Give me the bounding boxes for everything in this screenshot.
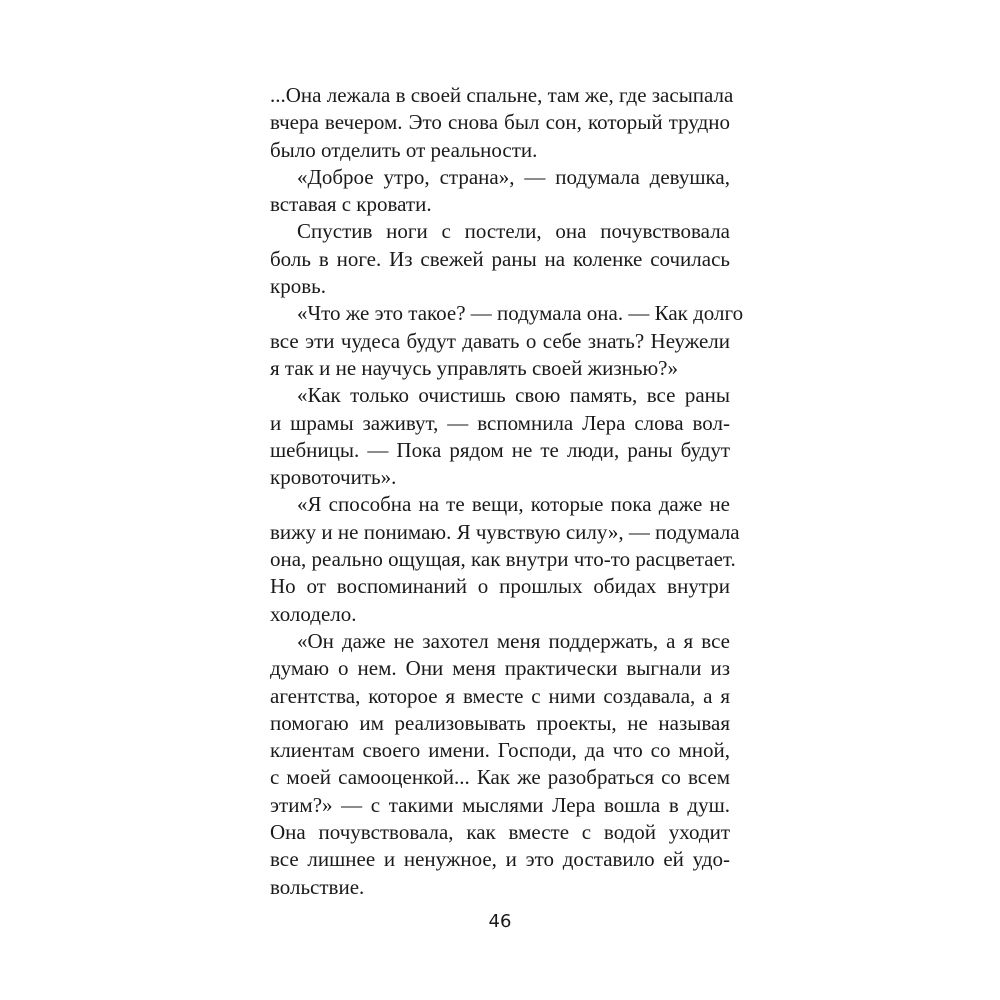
text-line: она, реально ощущая, как внутри что-то расцветает. [270, 547, 736, 572]
page-number: 46 [488, 911, 512, 932]
text-line: холодело. [270, 601, 357, 626]
text-line: «Как только очистишь свою память, все раны [297, 383, 730, 408]
text-line: все эти чудеса будут давать о себе знать? Неужели [270, 328, 730, 353]
text-line: Но от воспоминаний о прошлых обидах внутри [270, 574, 730, 599]
text-line: помогаю им реализовывать проекты, не называя [270, 710, 730, 735]
text-line: «Что же это такое? — подумала она. — Как долго [297, 301, 744, 326]
text-line: и шрамы заживут, — вспомнила Лера слова вол- [270, 410, 730, 435]
text-line: агентства, которое я вместе с ними создавала, а я [270, 683, 730, 708]
text-line: вчера вечером. Это снова был сон, который трудно [270, 110, 730, 135]
text-line: с моей самооценкой... Как же разобраться со всем [270, 765, 730, 790]
text-line: «Доброе утро, страна», — подумала девушка, [297, 164, 730, 189]
text-line: было отделить от реальности. [270, 137, 538, 162]
text-line: «Он даже не захотел меня поддержать, а я все [297, 628, 730, 653]
text-line: шебницы. — Пока рядом не те люди, раны будут [270, 437, 730, 462]
text-line: вижу и не понимаю. Я чувствую силу», — подумала [270, 519, 740, 544]
text-line: я так и не научусь управлять своей жизнью?» [270, 355, 678, 380]
text-line: Она почувствовала, как вместе с водой уходит [270, 820, 730, 845]
text-line: кровь. [270, 274, 326, 299]
text-line: этим?» — с такими мыслями Лера вошла в душ. [270, 792, 730, 817]
text-line: Спустив ноги с постели, она почувствовала [297, 219, 730, 244]
text-line: кровоточить». [270, 465, 397, 490]
text-line: боль в ноге. Из свежей раны на коленке сочилась [270, 246, 730, 271]
text-line: ...Она лежала в своей спальне, там же, где засыпала [270, 83, 734, 107]
text-line: клиентам своего имени. Господи, да что со мной, [270, 738, 730, 763]
body-text [270, 82, 744, 901]
text-line: вставая с кровати. [270, 192, 432, 217]
text-line: «Я способна на те вещи, которые пока даже не [297, 492, 730, 517]
text-line: думаю о нем. Они меня практически выгнали из [270, 656, 730, 681]
text-line: все лишнее и ненужное, и это доставило ей удо- [270, 847, 730, 872]
text-line: вольствие. [270, 874, 365, 899]
